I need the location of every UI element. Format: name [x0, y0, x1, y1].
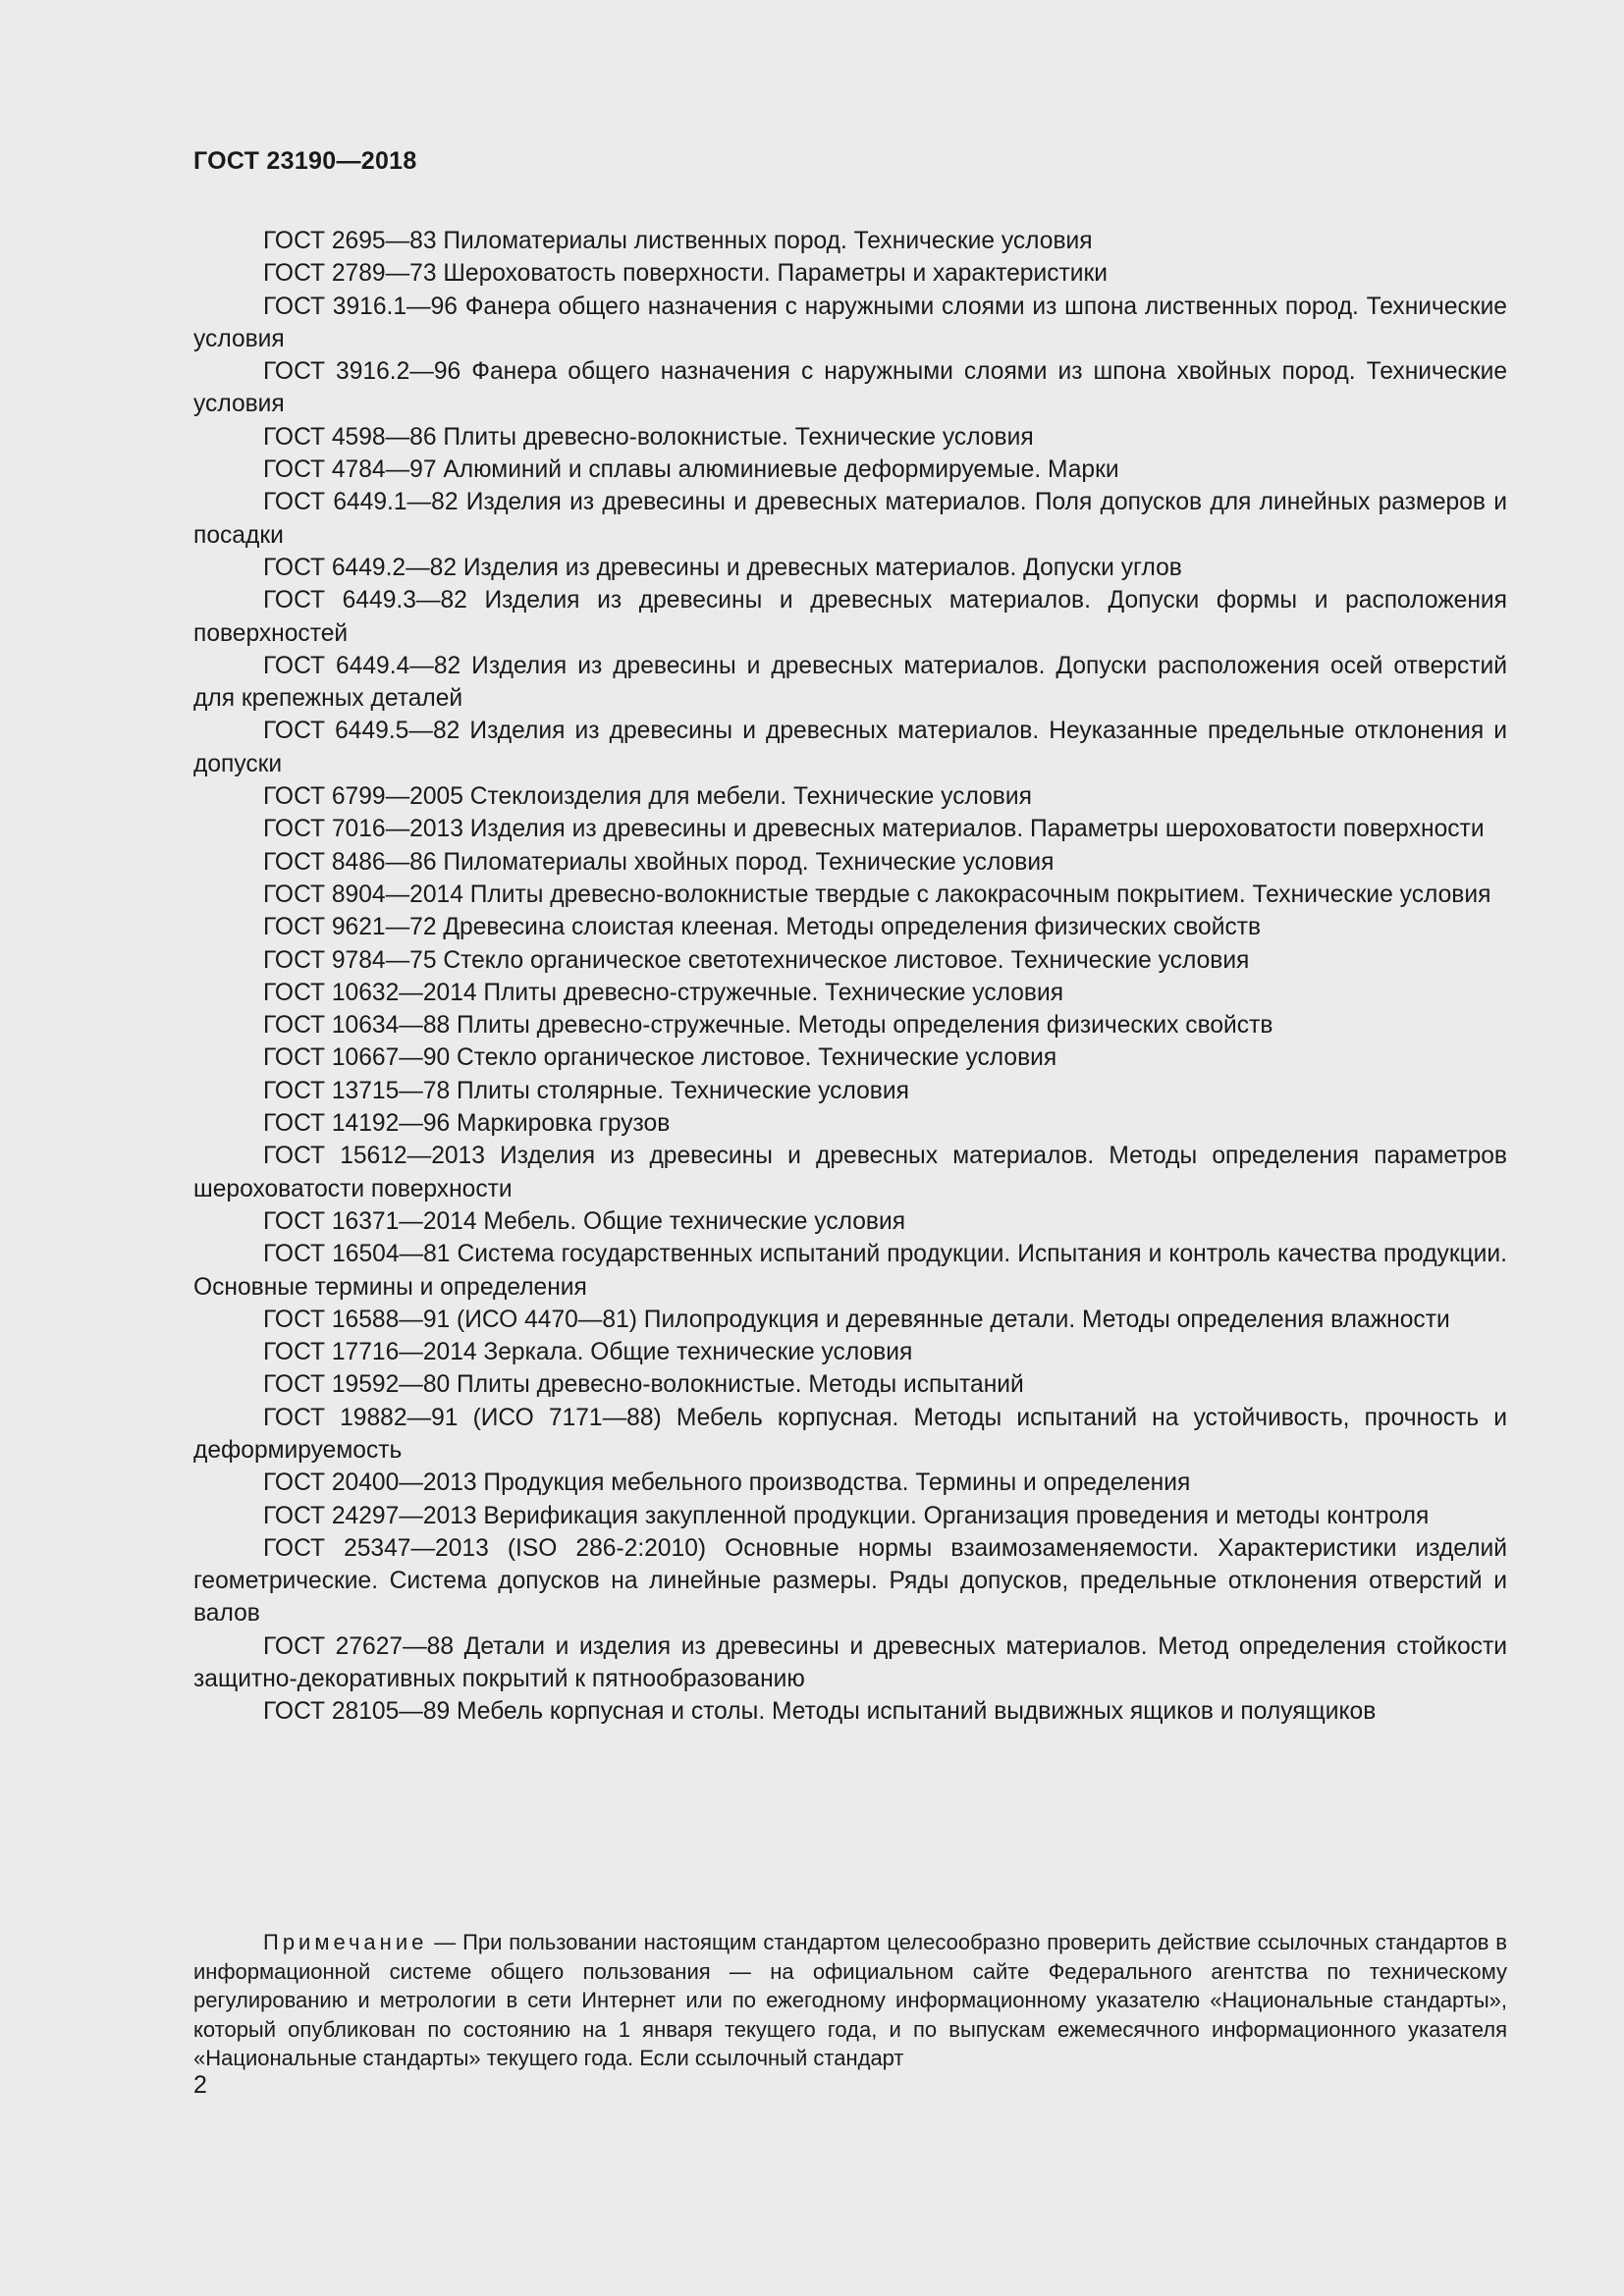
reference-item: ГОСТ 17716—2014 Зеркала. Общие технические условия: [263, 1339, 913, 1366]
reference-item: ГОСТ 13715—78 Плиты столярные. Технические условия: [263, 1077, 909, 1104]
note-text: При пользовании настоящим стандартом целесообразно проверить действие ссылочных стандартов в информационной системе общего пользования — на официальном сайте Федерального агентства по техническому регулированию и метрологии в сети Интернет или по ежегодному информационному указателю «Национальные стандарты», который опубликован по состоянию на 1 января текущего года, и по выпускам ежемесячного информационного указателя «Национальные стандарты» текущего года. Если ссылочный стандарт: [193, 1930, 1507, 2070]
reference-item: ГОСТ 7016—2013 Изделия из древесины и древесных материалов. Параметры шероховатости поверхности: [263, 816, 1485, 843]
reference-item: ГОСТ 28105—89 Мебель корпусная и столы. Методы испытаний выдвижных ящиков и полуящиков: [263, 1698, 1377, 1726]
reference-item: ГОСТ 25347—2013 (ISO 286-2:2010) Основные нормы взаимозаменяемости. Характеристики изделий геометрические. Система допусков на линейные размеры. Ряды допусков, предельные отклонения отверстий и валов: [193, 1534, 1507, 1628]
reference-item: ГОСТ 16504—81 Система государственных испытаний продукции. Испытания и контроль качества продукции. Основные термины и определения: [193, 1241, 1507, 1301]
reference-item: ГОСТ 27627—88 Детали и изделия из древесины и древесных материалов. Метод определения стойкости защитно-декоративных покрытий к пятнообразованию: [193, 1632, 1507, 1693]
reference-item: ГОСТ 3916.2—96 Фанера общего назначения с наружными слоями из шпона хвойных пород. Технические условия: [193, 358, 1507, 418]
reference-item: ГОСТ 19592—80 Плиты древесно-волокнистые. Методы испытаний: [263, 1371, 1024, 1399]
normative-references-list: [193, 225, 1507, 1729]
reference-item: ГОСТ 6449.4—82 Изделия из древесины и древесных материалов. Допуски расположения осей отверстий для крепежных деталей: [193, 652, 1507, 713]
reference-item: ГОСТ 10667—90 Стекло органическое листовое. Технические условия: [263, 1044, 1057, 1072]
reference-item: ГОСТ 10634—88 Плиты древесно-стружечные. Методы определения физических свойств: [263, 1012, 1273, 1040]
reference-item: ГОСТ 2789—73 Шероховатость поверхности. Параметры и характеристики: [263, 260, 1109, 288]
reference-item: ГОСТ 10632—2014 Плиты древесно-стружечные. Технические условия: [263, 979, 1064, 1006]
reference-item: ГОСТ 16588—91 (ИСО 4470—81) Пилопродукция и деревянные детали. Методы определения влажности: [263, 1306, 1450, 1333]
reference-item: ГОСТ 19882—91 (ИСО 7171—88) Мебель корпусная. Методы испытаний на устойчивость, прочность и деформируемость: [193, 1404, 1507, 1464]
reference-item: ГОСТ 4598—86 Плиты древесно-волокнистые. Технические условия: [263, 423, 1034, 451]
reference-item: ГОСТ 3916.1—96 Фанера общего назначения с наружными слоями из шпона лиственных пород. Технические условия: [193, 293, 1507, 352]
page-number: 2: [193, 2071, 207, 2099]
note-paragraph: [193, 1928, 1507, 2073]
reference-item: ГОСТ 8904—2014 Плиты древесно-волокнистые твердые с лакокрасочным покрытием. Технические условия: [263, 881, 1491, 908]
reference-item: ГОСТ 6799—2005 Стеклоизделия для мебели. Технические условия: [263, 783, 1032, 811]
reference-item: ГОСТ 6449.5—82 Изделия из древесины и древесных материалов. Неуказанные предельные отклонения и допуски: [193, 718, 1507, 777]
reference-item: ГОСТ 9621—72 Древесина слоистая клееная. Методы определения физических свойств: [263, 914, 1262, 941]
reference-item: ГОСТ 6449.3—82 Изделия из древесины и древесных материалов. Допуски формы и расположения поверхностей: [193, 587, 1507, 647]
reference-item: ГОСТ 6449.1—82 Изделия из древесины и древесных материалов. Поля допусков для линейных размеров и посадки: [193, 489, 1507, 549]
reference-item: ГОСТ 14192—96 Маркировка грузов: [263, 1110, 671, 1138]
note-label: Примечание: [263, 1930, 428, 1954]
reference-item: ГОСТ 6449.2—82 Изделия из древесины и древесных материалов. Допуски углов: [263, 554, 1182, 581]
document-header: ГОСТ 23190—2018: [193, 147, 417, 175]
reference-item: ГОСТ 4784—97 Алюминий и сплавы алюминиевые деформируемые. Марки: [263, 456, 1119, 484]
reference-item: ГОСТ 16371—2014 Мебель. Общие технические условия: [263, 1207, 906, 1235]
reference-item: ГОСТ 8486—86 Пиломатериалы хвойных пород. Технические условия: [263, 848, 1055, 876]
reference-item: ГОСТ 24297—2013 Верификация закупленной продукции. Организация проведения и методы контроля: [263, 1502, 1430, 1529]
note-dash: —: [427, 1930, 463, 1954]
reference-item: ГОСТ 15612—2013 Изделия из древесины и древесных материалов. Методы определения параметров шероховатости поверхности: [193, 1143, 1507, 1202]
reference-item: ГОСТ 2695—83 Пиломатериалы лиственных пород. Технические условия: [263, 228, 1093, 254]
reference-item: ГОСТ 9784—75 Стекло органическое светотехническое листовое. Технические условия: [263, 946, 1250, 974]
reference-item: ГОСТ 20400—2013 Продукция мебельного производства. Термины и определения: [263, 1469, 1191, 1497]
